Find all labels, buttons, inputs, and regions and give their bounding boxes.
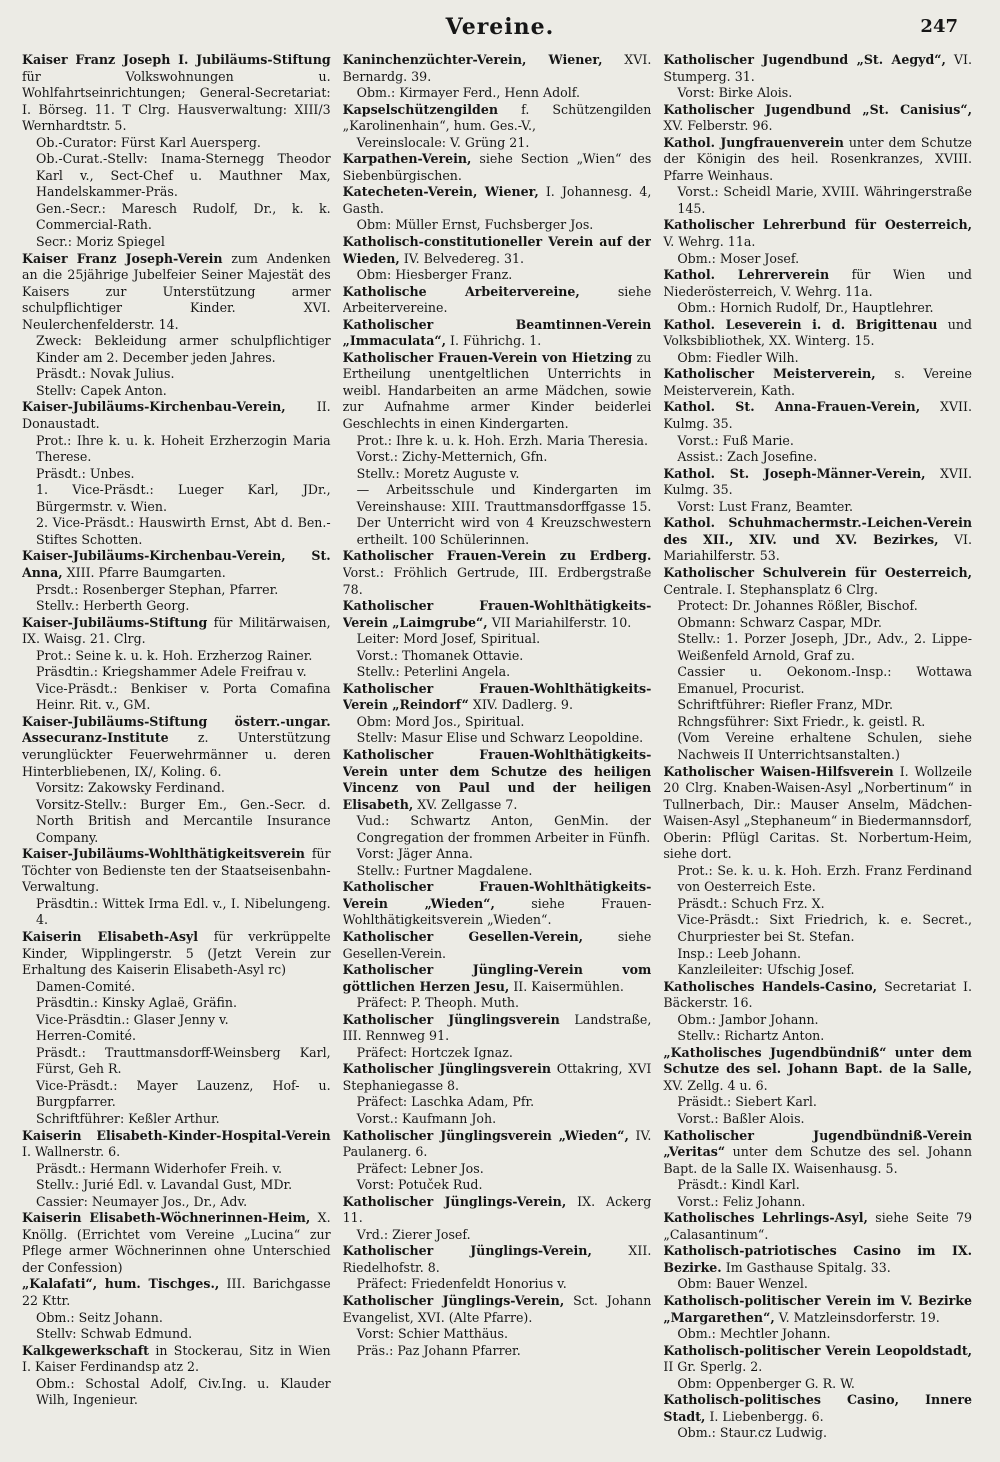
entry-line: Obm: Bauer Wenzel. bbox=[677, 1276, 808, 1292]
page-header bbox=[0, 14, 1000, 44]
entry-line: Obm.: Seitz Johann. bbox=[36, 1309, 163, 1325]
directory-entry bbox=[343, 284, 652, 317]
entry-line: Vice-Präsdt.: Benkiser v. Porta Comafina Heinr. Rit. v., GM. bbox=[36, 680, 331, 713]
directory-entry bbox=[663, 1210, 972, 1243]
entry-heading: Kaiser-Jubiläums-Stiftung österr.-ungar. Assecuranz-Institute bbox=[22, 713, 331, 746]
entry-text: siehe Gesellen-Verein. bbox=[342, 928, 652, 961]
entry-text: V. Matzleinsdorferstr. 19. bbox=[778, 1309, 940, 1325]
entry-line: Prot.: Ihre k. u. k. Hoh. Erzh. Maria Theresia. bbox=[356, 432, 649, 448]
entry-heading: Kaninchenzüchter-Verein, Wiener, bbox=[342, 52, 603, 67]
entry-line: Präsdt.: Unbes. bbox=[36, 465, 135, 481]
entry-heading: Katholischer Jüngling-Verein vom göttlichen Herzen Jesu, bbox=[342, 962, 652, 994]
directory-entry bbox=[343, 879, 652, 929]
entry-line: Stellv: Schwab Edmund. bbox=[36, 1326, 193, 1342]
entry-heading: Katholischer Jugendbund „St. Aegyd“, bbox=[663, 52, 946, 67]
entry-text: IV. Paulanerg. 6. bbox=[342, 1127, 652, 1160]
directory-entry bbox=[663, 135, 972, 218]
entry-heading: Katecheten-Verein, Wiener, bbox=[342, 184, 539, 200]
entry-text: XV. Felberstr. 96. bbox=[663, 118, 773, 134]
entry-line: Stellv.: Herberth Georg. bbox=[36, 598, 190, 614]
entry-line: Prot.: Seine k. u. k. Hoh. Erzherzog Rainer. bbox=[36, 647, 313, 663]
entry-text: für Wien und Niederösterreich, V. Wehrg. 11a. bbox=[663, 267, 972, 299]
entry-line: Vorst: Birke Alois. bbox=[677, 85, 793, 101]
entry-line: Secr.: Moriz Spiegel bbox=[36, 234, 165, 250]
entry-text: z. Unterstützung verunglückter Feuerwehrmänner u. deren Hinterbliebenen, IX/, Koling. 6. bbox=[22, 730, 331, 779]
entry-line: Vorst.: Feliz Johann. bbox=[677, 1193, 806, 1209]
directory-entry bbox=[343, 1012, 652, 1062]
entry-line: Stellv.: Jurié Edl. v. Lavandal Gust, MDr. bbox=[36, 1177, 293, 1193]
directory-entry bbox=[343, 350, 652, 549]
directory-entry bbox=[663, 1343, 972, 1393]
entry-text: XIII. Pfarre Baumgarten. bbox=[66, 564, 226, 580]
directory-entry bbox=[22, 714, 331, 846]
directory-entry bbox=[663, 1128, 972, 1211]
entry-line: Prot.: Ihre k. u. k. Hoheit Erzherzogin Maria Therese. bbox=[36, 432, 331, 465]
entry-text: I. Wallnerstr. 6. bbox=[22, 1144, 121, 1160]
entry-text: II Gr. Sperlg. 2. bbox=[663, 1359, 763, 1375]
directory-entry bbox=[22, 846, 331, 929]
directory-entry bbox=[343, 1061, 652, 1127]
entry-heading: Kaiser Franz Joseph-Verein bbox=[22, 250, 223, 266]
directory-entry bbox=[663, 399, 972, 465]
entry-text: für Militärwaisen, IX. Waisg. 21. Clrg. bbox=[22, 614, 331, 647]
directory-entry bbox=[22, 399, 331, 548]
entry-line: Präsdt.: Kindl Karl. bbox=[677, 1177, 800, 1193]
entry-line: Assist.: Zach Josefine. bbox=[677, 449, 818, 465]
directory-entry bbox=[663, 979, 972, 1045]
entry-line: Protect: Dr. Johannes Rößler, Bischof. bbox=[677, 598, 918, 614]
entry-heading: Katholische Arbeitervereine, bbox=[342, 283, 580, 299]
directory-entry bbox=[22, 929, 331, 1128]
entry-heading: Kaiser-Jubiläums-Wohlthätigkeitsverein bbox=[22, 846, 305, 862]
entry-heading: Katholischer Gesellen-Verein, bbox=[342, 928, 583, 944]
entry-heading: Kaiserin Elisabeth-Asyl bbox=[22, 928, 199, 944]
entry-line: Vorsitz: Zakowsky Ferdinand. bbox=[36, 780, 225, 796]
entry-heading: Katholischer Meisterverein, bbox=[663, 366, 876, 382]
entry-line: Vorst: Schier Matthäus. bbox=[356, 1326, 508, 1342]
entry-line: Ob.-Curator: Fürst Karl Auersperg. bbox=[36, 134, 261, 150]
directory-entry bbox=[22, 1343, 331, 1409]
entry-line: Stellv.: Furtner Magdalene. bbox=[356, 862, 533, 878]
entry-heading: Kathol. Jungfrauenverein bbox=[663, 134, 844, 150]
entry-line: Vorst.: Thomanek Ottavie. bbox=[356, 647, 524, 663]
directory-entry bbox=[343, 548, 652, 598]
directory-entry bbox=[22, 251, 331, 400]
entry-line: Kanzleileiter: Ufschig Josef. bbox=[677, 962, 855, 978]
entry-text: V. Wehrg. 11a. bbox=[663, 234, 756, 250]
entry-line: Präsdt.: Schuch Frz. X. bbox=[677, 895, 825, 911]
entry-text: für Töchter von Bedienste ten der Staatseisenbahn-Verwaltung. bbox=[22, 846, 331, 895]
directory-entry bbox=[22, 1128, 331, 1211]
entry-text: XII. Riedelhofstr. 8. bbox=[342, 1243, 652, 1275]
entry-line: Präs.: Paz Johann Pfarrer. bbox=[356, 1342, 521, 1358]
entry-text: Ottakring, XVI Stephaniegasse 8. bbox=[342, 1061, 652, 1093]
entry-text: Sct. Johann Evangelist, XVI. (Alte Pfarre). bbox=[342, 1293, 652, 1325]
entry-line: Präfect: Friedenfeldt Honorius v. bbox=[356, 1276, 567, 1292]
entry-heading: Katholischer Frauen-Wohlthätigkeits-Verein „Laimgrube“, bbox=[342, 598, 652, 630]
entry-line: Leiter: Mord Josef, Spiritual. bbox=[356, 631, 541, 647]
column-right bbox=[663, 52, 972, 1442]
entry-line: Präfect: Laschka Adam, Pfr. bbox=[356, 1094, 535, 1110]
entry-heading: Katholischer Jünglings-Verein, bbox=[342, 1243, 592, 1259]
directory-entry bbox=[343, 1128, 652, 1194]
entry-heading: Katholisch-politischer Verein Leopoldstadt, bbox=[663, 1342, 973, 1358]
text-columns bbox=[22, 52, 972, 1442]
directory-entry bbox=[22, 1276, 331, 1342]
entry-line: Vud.: Schwartz Anton, GenMin. der Congregation der frommen Arbeiter in Fünfh. bbox=[356, 813, 652, 845]
entry-text: XVI. Bernardg. 39. bbox=[342, 52, 652, 84]
directory-entry bbox=[343, 151, 652, 184]
directory-entry bbox=[663, 466, 972, 516]
entry-heading: Kathol. St. Anna-Frauen-Verein, bbox=[663, 399, 921, 415]
entry-heading: Kalkgewerkschaft bbox=[22, 1342, 149, 1358]
directory-entry bbox=[663, 102, 972, 135]
directory-entry bbox=[663, 1045, 972, 1128]
directory-entry bbox=[663, 1243, 972, 1293]
directory-entry bbox=[343, 52, 652, 102]
entry-line: Vorst.: Fuß Marie. bbox=[677, 432, 794, 448]
entry-line: Obm.: Schostal Adolf, Civ.Ing. u. Klauder Wilh, Ingenieur. bbox=[36, 1375, 331, 1408]
entry-line: Stellv.: 1. Porzer Joseph, JDr., Adv., 2. Lippe-Weißenfeld Arnold, Graf zu. bbox=[677, 631, 973, 663]
directory-entry bbox=[343, 681, 652, 747]
entry-heading: Katholischer Jugendbund „St. Canisius“, bbox=[663, 101, 973, 117]
entry-heading: Kathol. Schuhmachermstr.-Leichen-Verein des XII., XIV. und XV. Bezirkes, bbox=[663, 515, 973, 547]
column-left bbox=[22, 52, 331, 1442]
entry-text: VII Mariahilferstr. 10. bbox=[491, 614, 632, 630]
entry-line: Obm.: Mechtler Johann. bbox=[677, 1326, 831, 1342]
entry-line: Obm.: Kirmayer Ferd., Henn Adolf. bbox=[356, 85, 580, 101]
entry-line: Präsdtin.: Kriegshammer Adele Freifrau v. bbox=[36, 664, 307, 680]
entry-line: Schriftführer: Riefler Franz, MDr. bbox=[677, 697, 894, 713]
directory-entry bbox=[343, 598, 652, 681]
directory-entry bbox=[663, 52, 972, 102]
entry-text: X. Knöllg. (Errichtet vom Vereine „Lucina“ zur Pflege armer Wöchnerinnen ohne Unterschied der Confession) bbox=[22, 1210, 331, 1275]
entry-heading: Kaiserin Elisabeth-Wöchnerinnen-Heim, bbox=[22, 1210, 311, 1226]
entry-heading: „Kalafati“, hum. Tischges., bbox=[22, 1276, 220, 1292]
entry-text: siehe Arbeitervereine. bbox=[342, 283, 652, 316]
entry-line: Prot.: Se. k. u. k. Hoh. Erzh. Franz Ferdinand von Oesterreich Este. bbox=[677, 862, 973, 895]
entry-text: I. Führichg. 1. bbox=[450, 333, 542, 349]
entry-line: Präfect: Lebner Jos. bbox=[356, 1160, 484, 1176]
entry-heading: Katholischer Frauen-Wohlthätigkeits-Verein unter dem Schutze des heiligen Vincenz von Paul und der heiligen Elisabeth, bbox=[342, 746, 652, 812]
entry-line: Rchngsführer: Sixt Friedr., k. geistl. R. bbox=[677, 713, 926, 729]
entry-text: IX. Ackerg 11. bbox=[342, 1193, 652, 1226]
entry-line: Vorst.: Scheidl Marie, XVIII. Währingerstraße 145. bbox=[677, 184, 973, 216]
directory-entry bbox=[343, 317, 652, 350]
directory-entry bbox=[343, 929, 652, 962]
entry-line: Obmann: Schwarz Caspar, MDr. bbox=[677, 614, 882, 630]
directory-entry bbox=[22, 52, 331, 251]
entry-text: siehe Frauen-Wohlthätigkeitsverein „Wieden“. bbox=[342, 895, 652, 928]
entry-text: zum Andenken an die 25jährige Jubelfeier Seiner Majestät des Kaisers zur Unterstützung armer schulpflichtiger Kinder. XVI. Neulerchenfelderstr. 14. bbox=[22, 250, 331, 332]
entry-heading: Katholischer Jünglingsverein bbox=[342, 1011, 560, 1027]
entry-text: I. Johannesg. 4, Gasth. bbox=[342, 184, 652, 216]
directory-entry bbox=[663, 515, 972, 565]
page-title: Vereine. bbox=[445, 14, 555, 40]
column-middle bbox=[343, 52, 652, 1442]
entry-heading: Katholischer Schulverein für Oesterreich, bbox=[663, 564, 973, 580]
entry-line: Präsdtin.: Wittek Irma Edl. v., I. Nibelungeng. 4. bbox=[36, 895, 331, 928]
entry-text: XVII. Kulmg. 35. bbox=[663, 465, 972, 498]
entry-heading: Kaiser-Jubiläums-Kirchenbau-Verein, St. Anna, bbox=[22, 548, 331, 580]
entry-line: Vrd.: Zierer Josef. bbox=[356, 1226, 471, 1242]
entry-line: Stellv.: Richartz Anton. bbox=[677, 1028, 825, 1044]
directory-entry bbox=[663, 366, 972, 399]
directory-entry bbox=[343, 1194, 652, 1244]
entry-heading: Katholisches Handels-Casino, bbox=[663, 978, 878, 994]
entry-line: Prsdt.: Rosenberger Stephan, Pfarrer. bbox=[36, 581, 279, 597]
directory-entry bbox=[343, 1243, 652, 1293]
directory-entry bbox=[343, 747, 652, 879]
entry-text: zu Ertheilung unentgeltlichen Unterrichts in weibl. Handarbeiten an arme Mädchen, sowie zur Aufnahme armer Kinder beiderlei Geschlechts in einen Kindergarten. bbox=[342, 349, 652, 432]
entry-heading: Katholisch-patriotisches Casino im IX. Bezirke. bbox=[663, 1243, 973, 1275]
entry-heading: Katholisch-constitutioneller Verein auf der Wieden, bbox=[342, 234, 652, 266]
entry-line: Präsdt.: Trauttmansdorff-Weinsberg Karl, Fürst, Geh R. bbox=[36, 1044, 331, 1077]
entry-heading: Katholisch-politisches Casino, Innere Stadt, bbox=[663, 1392, 973, 1424]
entry-line: Obm: Fiedler Wilh. bbox=[677, 349, 799, 365]
entry-line: Präsdt.: Hermann Widerhofer Freih. v. bbox=[36, 1160, 283, 1176]
entry-line: Obm.: Hornich Rudolf, Dr., Hauptlehrer. bbox=[677, 300, 934, 316]
directory-entry bbox=[663, 1293, 972, 1343]
entry-line: Vice-Präsdt.: Sixt Friedrich, k. e. Secret., Churpriester bei St. Stefan. bbox=[677, 912, 973, 944]
entry-text: unter dem Schutze der Königin des heil. Rosenkranzes, XVIII. Pfarre Weinhaus. bbox=[663, 134, 973, 183]
directory-entry bbox=[343, 1293, 652, 1359]
entry-heading: Katholischer Jugendbündniß-Verein „Veritas“ bbox=[663, 1127, 973, 1160]
entry-line: Vorst.: Zichy-Metternich, Gfn. bbox=[356, 449, 548, 465]
entry-text: I. Liebenbergg. 6. bbox=[709, 1408, 824, 1424]
entry-line: Obm: Hiesberger Franz. bbox=[356, 267, 513, 283]
entry-line: Vorst: Potuček Rud. bbox=[356, 1177, 483, 1193]
entry-line: Ob.-Curat.-Stellv: Inama-Sternegg Theodor Karl v., Sect-Chef u. Mauthner Max, Handelskammer-Präs. bbox=[36, 151, 331, 200]
entry-line: Vereinslocale: V. Grüng 21. bbox=[356, 134, 530, 150]
entry-line: Zweck: Bekleidung armer schulpflichtiger Kinder am 2. December jeden Jahres. bbox=[36, 333, 331, 365]
entry-text: VI. Stumperg. 31. bbox=[663, 52, 972, 84]
entry-text: für Volkswohnungen u. Wohlfahrtseinrichtungen; General-Secretariat: I. Börseg. 11. T Clrg. Hausverwaltung: XIII/3 Wernhardtstr. 5. bbox=[22, 68, 331, 134]
directory-entry bbox=[663, 1392, 972, 1442]
entry-text: und Volksbibliothek, XX. Winterg. 15. bbox=[663, 316, 972, 349]
entry-text: III. Barichgasse 22 Kttr. bbox=[22, 1276, 331, 1309]
entry-line: Vorst: Lust Franz, Beamter. bbox=[677, 498, 853, 514]
entry-line: Vorst: Jäger Anna. bbox=[356, 846, 473, 862]
entry-text: für verkrüppelte Kinder, Wipplingerstr. 5 (Jetzt Verein zur Erhaltung des Kaiserin Elisabeth-Asyl rc) bbox=[22, 928, 331, 978]
entry-text: Vorst.: Fröhlich Gertrude, III. Erdbergstraße 78. bbox=[342, 564, 652, 597]
entry-heading: Kathol. Lehrerverein bbox=[663, 267, 830, 283]
entry-heading: Kaiserin Elisabeth-Kinder-Hospital-Verein bbox=[22, 1127, 331, 1143]
entry-heading: Kapselschützengilden bbox=[342, 101, 499, 117]
directory-entry bbox=[343, 962, 652, 1012]
entry-text: Im Gasthause Spitalg. 33. bbox=[725, 1259, 891, 1275]
entry-line: Vorst.: Baßler Alois. bbox=[677, 1111, 805, 1126]
entry-heading: Katholischer Jünglingsverein „Wieden“, bbox=[342, 1127, 629, 1143]
entry-text: XV. Zellgasse 7. bbox=[417, 796, 518, 812]
entry-text: unter dem Schutze des sel. Johann Bapt. de la Salle IX. Waisenhausg. 5. bbox=[663, 1144, 972, 1176]
entry-line: Obm: Oppenberger G. R. W. bbox=[677, 1375, 855, 1391]
entry-text: siehe Section „Wien“ des Siebenbürgischen. bbox=[342, 151, 652, 183]
directory-entry bbox=[22, 1210, 331, 1276]
entry-text: siehe Seite 79 „Calasantinum“. bbox=[663, 1210, 972, 1242]
entry-heading: Katholischer Frauen-Verein zu Erdberg. bbox=[342, 548, 652, 564]
entry-line: Obm.: Jambor Johann. bbox=[677, 1011, 819, 1027]
entry-heading: Kaiser-Jubiläums-Stiftung bbox=[22, 614, 208, 630]
entry-line: Damen-Comité. bbox=[36, 978, 136, 994]
entry-heading: Katholischer Beamtinnen-Verein „Immaculata“, bbox=[342, 316, 652, 349]
entry-line: Vorsitz-Stellv.: Burger Em., Gen.-Secr. d. North British and Mercantile Insurance Company. bbox=[36, 796, 331, 845]
entry-text: Secretariat I. Bäckerstr. 16. bbox=[663, 978, 973, 1011]
entry-line: Stellv: Capek Anton. bbox=[36, 382, 167, 398]
entry-heading: Katholischer Jünglings-Verein, bbox=[342, 1193, 567, 1209]
entry-text: XVII. Kulmg. 35. bbox=[663, 399, 973, 432]
entry-line: Cassier u. Oekonom.-Insp.: Wottawa Emanuel, Procurist. bbox=[677, 664, 973, 696]
entry-line: Vorst.: Kaufmann Joh. bbox=[356, 1111, 497, 1126]
entry-heading: Katholischer Lehrerbund für Oesterreich, bbox=[663, 217, 973, 233]
entry-text: f. Schützengilden „Karolinenhain“, hum. Ges.-V., bbox=[342, 101, 652, 134]
entry-text: Landstraße, III. Rennweg 91. bbox=[342, 1011, 652, 1044]
entry-heading: Katholischer Frauen-Wohlthätigkeits-Verein „Reindorf“ bbox=[342, 680, 652, 713]
directory-entry bbox=[663, 217, 972, 267]
entry-line: Präsdtin.: Kinsky Aglaë, Gräfin. bbox=[36, 995, 237, 1011]
entry-line: Vice-Präsdtin.: Glaser Jenny v. bbox=[36, 1011, 229, 1027]
entry-text: II. Donaustadt. bbox=[22, 399, 331, 432]
entry-heading: „Katholisches Jugendbündniß“ unter dem Schutze des sel. Johann Bapt. de la Salle, bbox=[663, 1044, 973, 1077]
directory-entry bbox=[22, 548, 331, 614]
entry-text: Centrale. I. Stephansplatz 6 Clrg. bbox=[663, 581, 879, 597]
entry-heading: Karpathen-Verein, bbox=[342, 151, 472, 167]
entry-text: in Stockerau, Sitz in Wien I. Kaiser Ferdinandsp atz 2. bbox=[22, 1342, 331, 1375]
entry-heading: Kaiser-Jubiläums-Kirchenbau-Verein, bbox=[22, 399, 286, 415]
entry-heading: Katholisches Lehrlings-Asyl, bbox=[663, 1210, 868, 1226]
entry-text: IV. Belvedereg. 31. bbox=[403, 250, 525, 266]
entry-heading: Katholischer Frauen-Wohlthätigkeits-Verein „Wieden“, bbox=[342, 879, 652, 911]
entry-line: Cassier: Neumayer Jos., Dr., Adv. bbox=[36, 1193, 248, 1209]
entry-line: 2. Vice-Präsdt.: Hauswirth Ernst, Abt d. Ben.-Stiftes Schotten. bbox=[36, 515, 331, 547]
entry-line: Präfect: Hortczek Ignaz. bbox=[356, 1044, 513, 1060]
entry-text: II. Kaisermühlen. bbox=[513, 978, 624, 994]
entry-heading: Katholischer Waisen-Hilfsverein bbox=[663, 763, 894, 779]
entry-heading: Katholischer Jünglings-Verein, bbox=[342, 1293, 565, 1309]
entry-line: Vice-Präsdt.: Mayer Lauzenz, Hof- u. Burgpfarrer. bbox=[36, 1077, 331, 1110]
entry-line: Obm: Müller Ernst, Fuchsberger Jos. bbox=[356, 217, 594, 233]
entry-line: Obm: Mord Jos., Spiritual. bbox=[356, 713, 525, 729]
entry-heading: Katholischer Frauen-Verein von Hietzing bbox=[342, 349, 633, 365]
directory-entry bbox=[22, 615, 331, 714]
entry-line: Schriftführer: Keßler Arthur. bbox=[36, 1111, 220, 1126]
directory-entry bbox=[663, 764, 972, 979]
entry-line: Stellv.: Moretz Auguste v. bbox=[356, 465, 520, 481]
entry-line: — Arbeitsschule und Kindergarten im Vereinshause: XIII. Trauttmansdorffgasse 15. Der Unterricht wird von 4 Kreuzschwestern ertheilt. 100 Schülerinnen. bbox=[356, 482, 652, 547]
entry-heading: Katholisch-politischer Verein im V. Bezirke „Margarethen“, bbox=[663, 1293, 973, 1325]
directory-entry bbox=[663, 267, 972, 317]
directory-entry bbox=[343, 102, 652, 152]
entry-line: Insp.: Leeb Johann. bbox=[677, 945, 802, 961]
entry-text: s. Vereine Meisterverein, Kath. bbox=[663, 366, 973, 398]
entry-line: Gen.-Secr.: Maresch Rudolf, Dr., k. k. Commercial-Rath. bbox=[36, 200, 331, 233]
entry-text: I. Wollzeile 20 Clrg. Knaben-Waisen-Asyl „Norbertinum“ in Tullnerbach, Dir.: Mauser Anselm, Mädchen-Waisen-Asyl „Stephaneum“ in Biedermannsdorf, Oberin: Pflügl Caritas. St. Norbertum-Heim, siehe dort. bbox=[663, 763, 973, 862]
entry-line: 1. Vice-Präsdt.: Lueger Karl, JDr., Bürgermstr. v. Wien. bbox=[36, 482, 331, 514]
entry-line: Obm.: Staur.cz Ludwig. bbox=[677, 1425, 827, 1441]
entry-line: Obm.: Moser Josef. bbox=[677, 250, 800, 266]
directory-entry bbox=[663, 317, 972, 367]
entry-line: Herren-Comité. bbox=[36, 1028, 136, 1044]
entry-text: XIV. Dadlerg. 9. bbox=[472, 697, 573, 713]
entry-line: Präsdt.: Novak Julius. bbox=[36, 366, 175, 382]
directory-entry bbox=[343, 234, 652, 284]
directory-entry bbox=[343, 184, 652, 234]
entry-line: Präfect: P. Theoph. Muth. bbox=[356, 995, 519, 1011]
entry-heading: Kaiser Franz Joseph I. Jubiläums-Stiftung bbox=[22, 52, 331, 67]
entry-line: Präsidt.: Siebert Karl. bbox=[677, 1094, 817, 1110]
entry-line: (Vom Vereine erhaltene Schulen, siehe Nachweis II Unterrichtsanstalten.) bbox=[677, 730, 973, 762]
entry-line: Stellv: Masur Elise und Schwarz Leopoldine. bbox=[356, 730, 644, 746]
entry-heading: Kathol. St. Joseph-Männer-Verein, bbox=[663, 465, 926, 481]
entry-text: XV. Zellg. 4 u. 6. bbox=[663, 1077, 768, 1093]
page-number: 247 bbox=[920, 16, 958, 37]
entry-heading: Kathol. Leseverein i. d. Brigittenau bbox=[663, 316, 938, 332]
entry-text: VI. Mariahilferstr. 53. bbox=[663, 531, 973, 564]
directory-entry bbox=[663, 565, 972, 764]
entry-line: Stellv.: Peterlini Angela. bbox=[356, 664, 511, 680]
entry-heading: Katholischer Jünglingsverein bbox=[342, 1061, 552, 1077]
